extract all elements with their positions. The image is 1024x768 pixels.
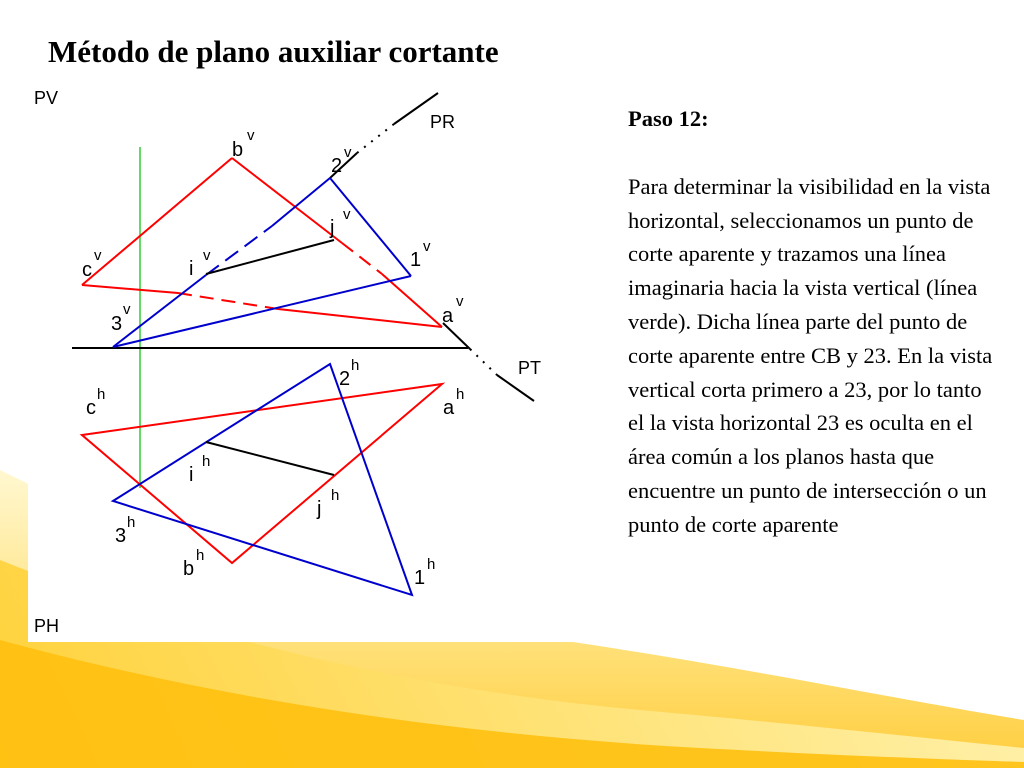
point-label-ih xyxy=(189,453,210,486)
svg-text:3: 3 xyxy=(115,525,127,547)
step-body: Para determinar la visibilidad en la vista horizontal, seleccionamos un punto de corte aparente y trazamos una línea imaginaria hacia la vista vertical (línea verde). Dicha línea parte del punto de corte aparente entre CB y 23. En la vista vertical corta primero a 23, por lo tanto el la vista horizontal 23 es oculta en el área común a los planos hasta que encuentre un punto de intersección o un punto de corte aparente xyxy=(628,173,993,537)
slide-title: Método de plano auxiliar cortante xyxy=(48,34,499,69)
point-label-3v xyxy=(111,301,131,335)
svg-text:a: a xyxy=(443,397,455,419)
svg-text:v: v xyxy=(456,293,464,310)
svg-text:2: 2 xyxy=(339,368,351,390)
svg-text:b: b xyxy=(183,558,195,580)
label-pv: PV xyxy=(34,88,59,108)
svg-text:1: 1 xyxy=(410,249,422,271)
svg-text:i: i xyxy=(189,258,194,280)
point-label-bv xyxy=(232,127,255,161)
svg-text:h: h xyxy=(202,453,211,470)
point-label-ah xyxy=(443,386,464,419)
svg-text:j: j xyxy=(317,498,322,520)
svg-text:h: h xyxy=(127,514,136,531)
intersection-line-vertical xyxy=(206,240,334,274)
pt-trace-dashed xyxy=(470,349,497,375)
label-ph: PH xyxy=(34,616,60,636)
svg-text:v: v xyxy=(344,144,352,161)
svg-text:v: v xyxy=(123,301,131,318)
point-label-bh xyxy=(183,547,204,580)
svg-text:h: h xyxy=(331,487,340,504)
svg-text:v: v xyxy=(343,206,351,223)
plane-abc-vertical xyxy=(82,158,442,327)
svg-text:v: v xyxy=(203,247,211,264)
point-label-2h xyxy=(339,357,359,390)
point-label-3h xyxy=(115,514,135,547)
svg-text:v: v xyxy=(423,238,431,255)
svg-text:a: a xyxy=(442,305,454,327)
svg-text:j: j xyxy=(330,217,335,239)
svg-text:v: v xyxy=(247,127,255,144)
pr-trace-dashed xyxy=(357,124,394,153)
point-label-1v xyxy=(410,238,431,271)
svg-text:c: c xyxy=(86,397,96,419)
projection-diagram xyxy=(28,80,600,642)
point-label-jv xyxy=(329,206,351,239)
point-label-av xyxy=(442,293,464,327)
svg-text:2: 2 xyxy=(331,155,343,177)
label-pr: PR xyxy=(430,112,456,132)
label-pt: PT xyxy=(518,358,542,378)
intersection-line-horizontal xyxy=(206,442,334,475)
plane-123-horizontal xyxy=(113,364,412,595)
svg-text:i: i xyxy=(189,464,194,486)
svg-text:1: 1 xyxy=(414,567,426,589)
step-heading: Paso 12: xyxy=(628,106,709,131)
point-label-2v xyxy=(331,144,352,177)
point-label-jh xyxy=(316,487,339,520)
pt-trace-end xyxy=(497,375,534,401)
svg-text:h: h xyxy=(456,386,465,403)
point-label-ch xyxy=(86,386,105,419)
svg-text:h: h xyxy=(97,386,106,403)
point-label-iv xyxy=(189,247,211,280)
explanation-panel xyxy=(628,102,1000,542)
svg-text:h: h xyxy=(427,556,436,573)
svg-text:3: 3 xyxy=(111,313,123,335)
svg-text:h: h xyxy=(196,547,205,564)
svg-text:h: h xyxy=(351,357,360,374)
diagram-panel xyxy=(28,80,600,642)
point-label-1h xyxy=(414,556,435,589)
plane-abc-horizontal xyxy=(82,384,442,563)
svg-text:v: v xyxy=(94,247,102,264)
svg-text:c: c xyxy=(82,259,92,281)
svg-text:b: b xyxy=(232,139,244,161)
